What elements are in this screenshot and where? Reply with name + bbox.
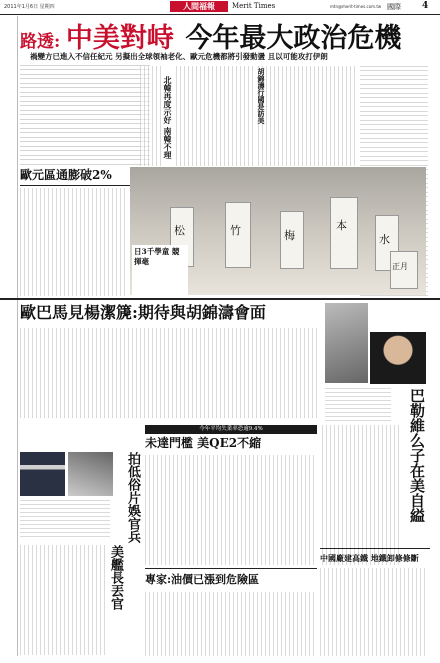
oil-headline-text: 專家:油價已漲到危險區 [145,573,260,586]
lead-kicker: 路透: [20,32,61,52]
obama-headline-text: 歐巴馬見楊潔篪:期待與胡錦濤會面 [20,303,266,322]
lead-headline-part-b: 今年最大政治危機 [185,23,402,54]
china-demolition-body [320,568,428,656]
qe2-body [145,455,317,565]
lead-headline-part-a: 中美對峙 [65,23,174,54]
right-column-body [258,66,358,166]
calligraphy-glyph-1: 松 [174,224,185,237]
china-demolition-headline-text: 中國廠建高鐵 地鐵卸條條斷 [320,553,419,563]
obama-body [20,328,320,418]
contact-email: mtn@merit-times.com.tw [330,4,382,9]
qe2-banner-text: 今年平均失業率恐逾9.4% [199,426,263,432]
oil-headline [145,572,317,588]
left-sidebar-text [0,16,16,656]
oil-body [145,592,317,656]
navy-ship-photo [68,452,113,496]
navy-officer-photo [20,452,65,496]
lead-subhead: 禍變方已進入不信任紀元 另擬出全球領袖老化、歐元危機都將引發動盪 且以可能攻打伊朗 [30,52,328,61]
calligraphy-caption-title: 日3千學童 競揮毫 [134,247,180,266]
center-column-body [176,66,256,166]
north-korea-headline: 北韓再度示好 南韓不理 [163,76,173,159]
navy-headline-a: 拍低俗片娛官兵 [125,452,140,543]
masthead [0,0,440,15]
navy-body [20,545,105,655]
euro-body [20,188,128,296]
page-number: 4 [422,1,429,11]
bhutto-headline: 巴勒維么子在美自縊 [408,388,426,523]
china-demolition-headline [320,552,430,564]
calligraphy-glyph-6: 正月 [392,262,408,271]
calligraphy-glyph-4: 本 [336,219,347,232]
obama-headline [20,302,320,324]
bhutto-portrait-photo [370,332,426,384]
section-name: 國際 [387,3,401,11]
calligraphy-caption-box [132,245,188,295]
bhutto-body [322,425,402,565]
lead-body [20,65,150,165]
side-headline: 胡錦濤行國是訪美 [257,68,266,124]
euro-headline [20,167,130,183]
navy-headline-b: 美艦長丟官 [108,545,123,610]
lead-headline [20,16,425,52]
issue-date: 2011年1月6日 星期四 [4,4,55,10]
calligraphy-glyph-2: 竹 [230,224,241,237]
calligraphy-glyph-5: 水 [379,233,390,246]
bhutto-family-photo [325,303,368,383]
brand-name: Merit Times [232,2,276,10]
newspaper-logo: 人間福報 [170,1,228,12]
bhutto-caption [325,388,391,422]
navy-caption [20,500,110,538]
qe2-headline-text: 未達門檻 美QE2不縮 [145,436,262,450]
qe2-banner [145,425,317,434]
euro-headline-text: 歐元區通膨破2% [20,168,112,182]
north-korea-body [140,66,162,166]
calligraphy-glyph-3: 梅 [284,229,295,242]
calligraphy-paper-4 [330,197,358,269]
qe2-headline [145,435,317,451]
